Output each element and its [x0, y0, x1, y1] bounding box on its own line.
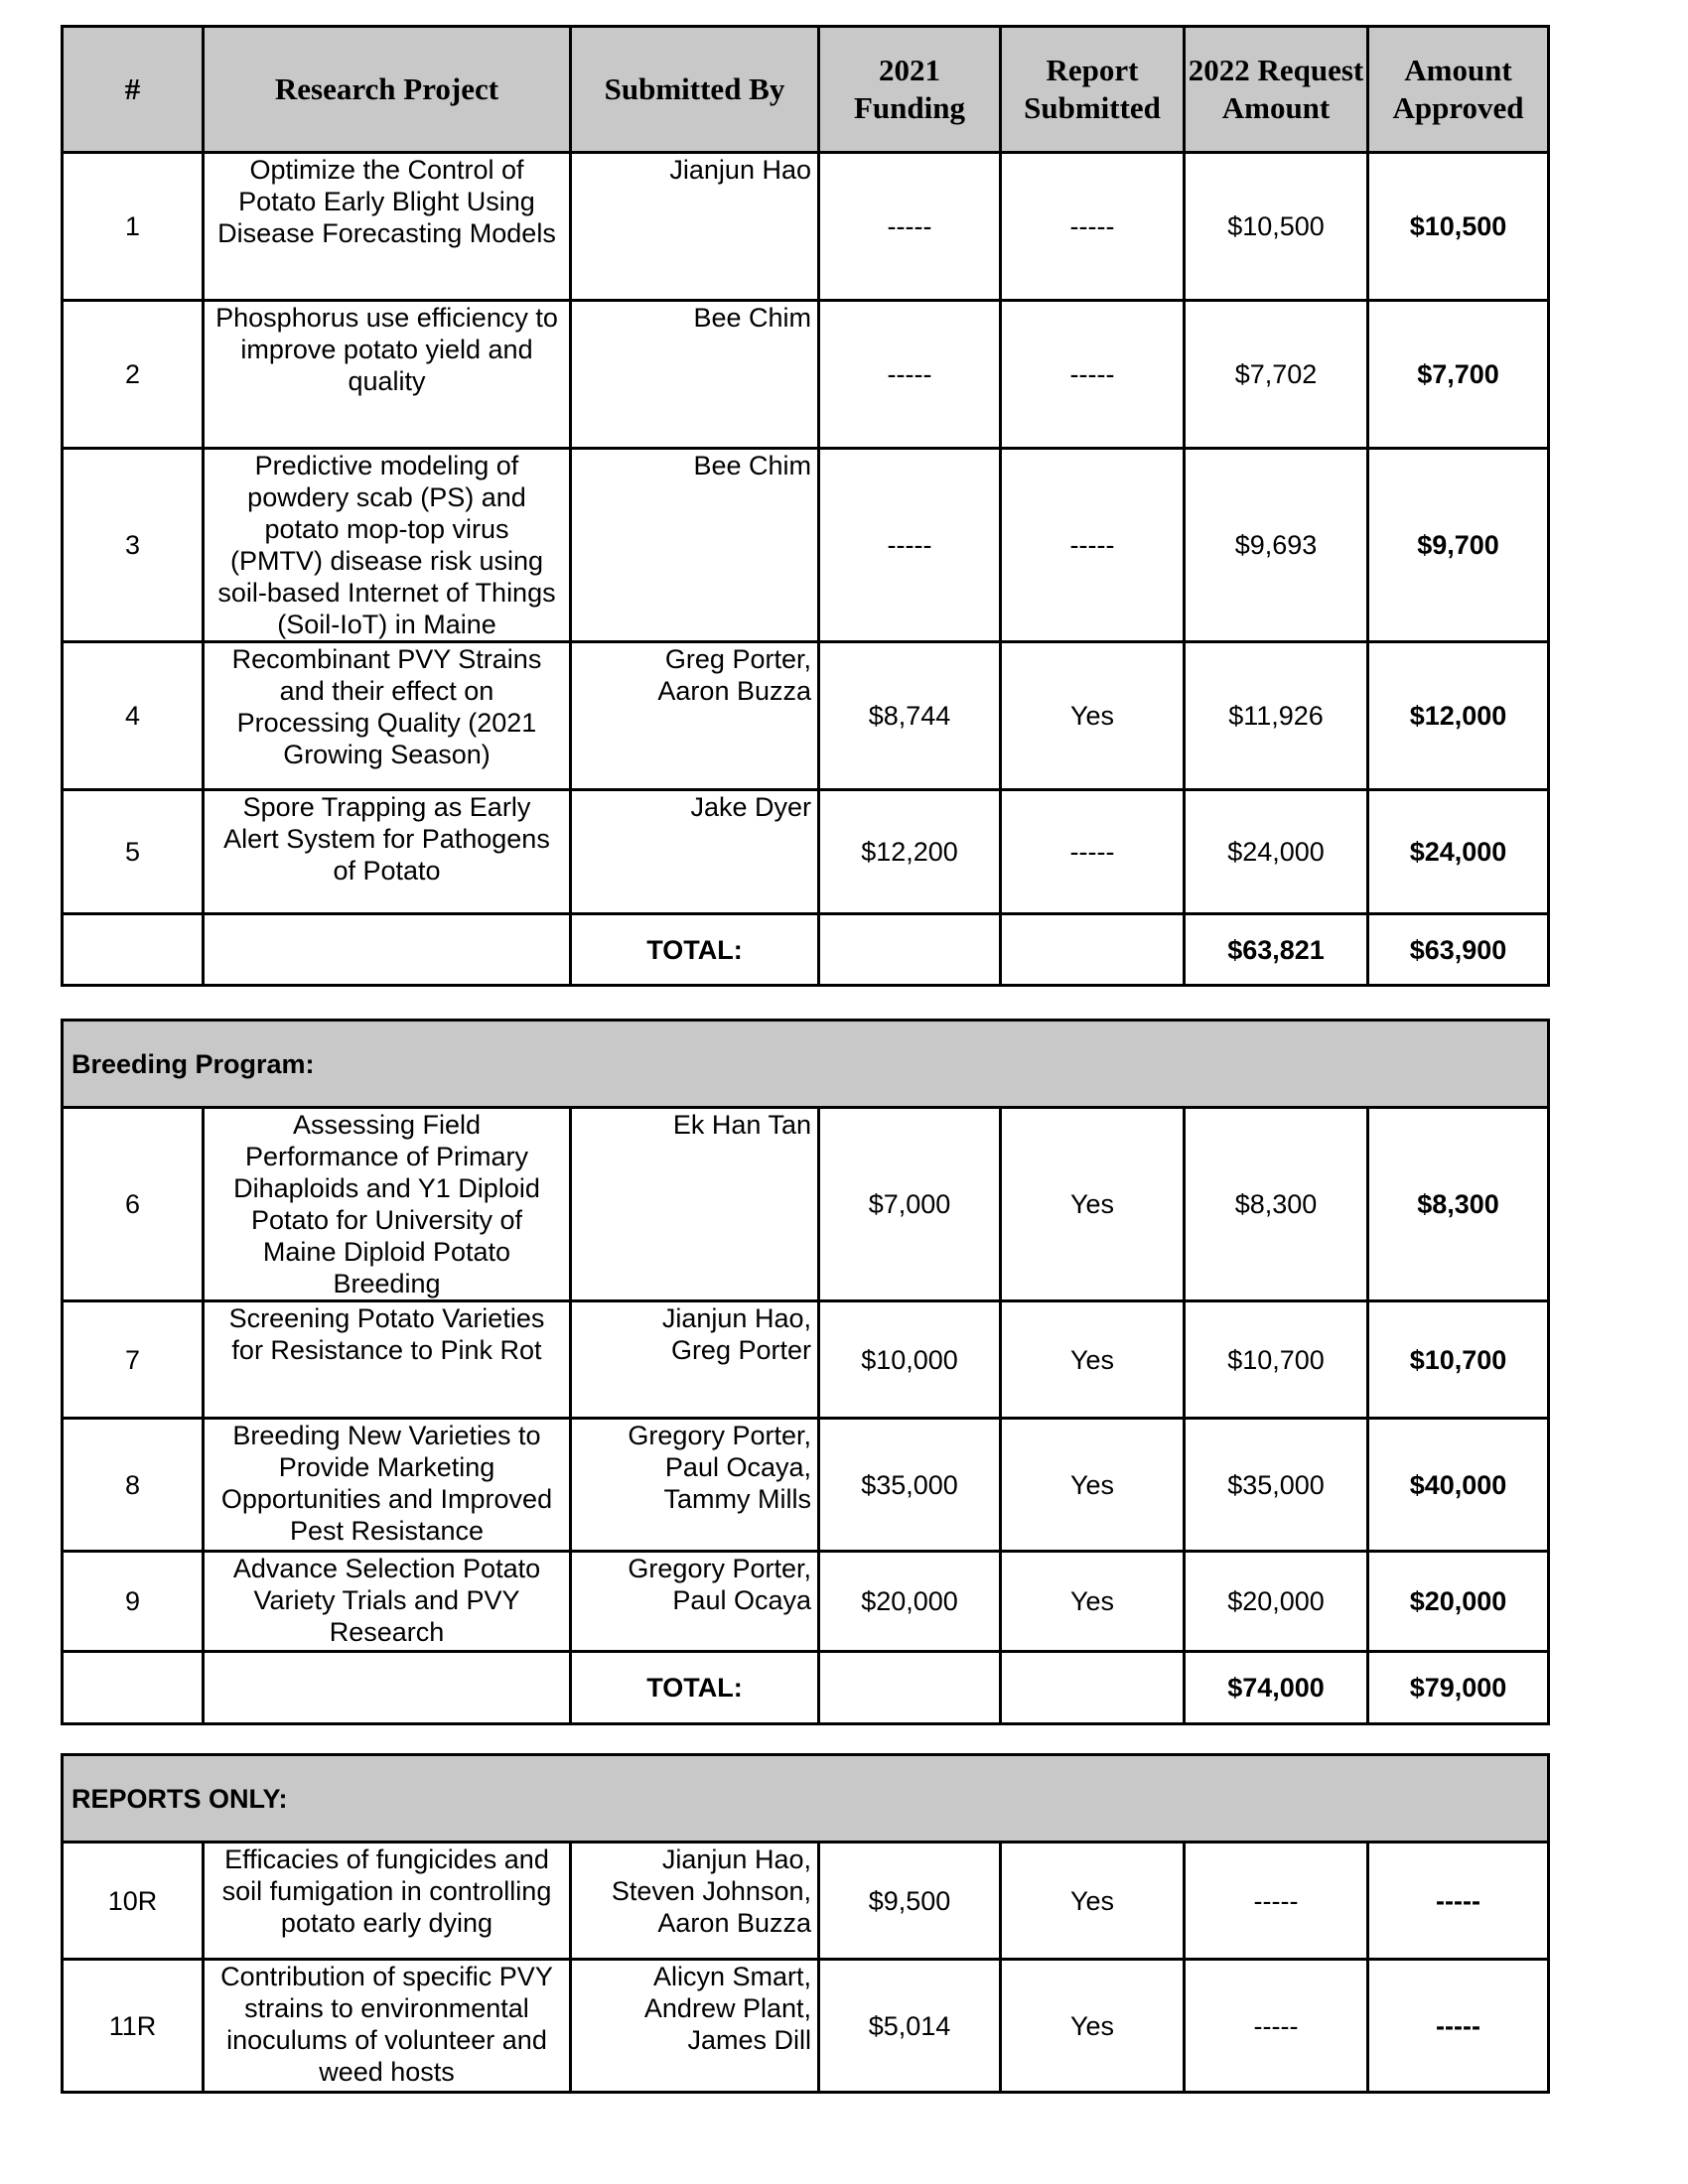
research-project-title: [204, 1108, 571, 1301]
row-number: 4: [63, 642, 204, 790]
project-title-line: powdery scab (PS) and: [247, 482, 526, 512]
project-title-line: Disease Forecasting Models: [217, 218, 556, 248]
submitter-name: Steven Johnson,: [611, 1876, 811, 1906]
submitted-by: [571, 1108, 819, 1301]
funding-2021: $5,014: [819, 1960, 1001, 2093]
funding-2021: $8,744: [819, 642, 1001, 790]
project-title-line: Breeding: [333, 1269, 441, 1298]
submitted-by: [571, 153, 819, 301]
submitter-name: Greg Porter,: [664, 644, 811, 674]
research-project-title: [204, 1960, 571, 2093]
total-amount-approved: $79,000: [1368, 1652, 1549, 1724]
header-research-project: Research Project: [204, 27, 571, 153]
project-title-line: and their effect on: [279, 676, 494, 706]
request-2022-amount: -----: [1185, 1843, 1368, 1960]
project-title-line: Spore Trapping as Early: [242, 792, 531, 822]
project-title-line: Alert System for Pathogens: [223, 824, 550, 854]
row-number: 7: [63, 1301, 204, 1419]
submitter-name: Jianjun Hao,: [661, 1303, 811, 1333]
project-title-line: of Potato: [333, 856, 441, 886]
request-2022-amount: $24,000: [1185, 790, 1368, 914]
report-submitted: -----: [1001, 153, 1185, 301]
row-number: 5: [63, 790, 204, 914]
breeding-section-row: [63, 1021, 1549, 1108]
header-submitted-by: Submitted By: [571, 27, 819, 153]
request-2022-amount: $10,500: [1185, 153, 1368, 301]
research-project-title: [204, 1301, 571, 1419]
row-number: 2: [63, 301, 204, 449]
project-title-line: Potato for University of: [250, 1205, 523, 1235]
project-title-line: Phosphorus use efficiency to: [215, 303, 558, 333]
submitted-by: [571, 1843, 819, 1960]
amount-approved: $9,700: [1368, 449, 1549, 642]
report-submitted: Yes: [1001, 1960, 1185, 2093]
table-row: [63, 790, 1549, 914]
submitted-by: [571, 1419, 819, 1552]
row-number: 8: [63, 1419, 204, 1552]
project-title-line: Processing Quality (2021: [236, 708, 537, 738]
project-title-line: Variety Trials and PVY: [253, 1585, 520, 1615]
report-submitted: Yes: [1001, 1843, 1185, 1960]
funding-2021: -----: [819, 449, 1001, 642]
report-submitted: -----: [1001, 301, 1185, 449]
report-submitted: Yes: [1001, 1552, 1185, 1652]
project-title-line: quality: [348, 366, 426, 396]
reports-rows: [63, 1755, 1549, 2093]
submitted-by: [571, 642, 819, 790]
request-2022-amount: $9,693: [1185, 449, 1368, 642]
row-number: 9: [63, 1552, 204, 1652]
section-title-breeding: Breeding Program:: [63, 1021, 1549, 1108]
submitted-by: [571, 301, 819, 449]
project-title-line: Advance Selection Potato: [232, 1554, 541, 1583]
submitter-name: Jake Dyer: [690, 792, 811, 822]
project-title-line: Potato Early Blight Using: [238, 187, 535, 216]
submitted-by: [571, 1960, 819, 2093]
project-title-line: Growing Season): [283, 740, 491, 769]
project-title-line: strains to environmental: [244, 1993, 529, 2023]
submitter-name: Aaron Buzza: [657, 1908, 811, 1938]
report-submitted: Yes: [1001, 1301, 1185, 1419]
submitter-name: Gregory Porter,: [628, 1554, 811, 1583]
submitter-name: Aaron Buzza: [657, 676, 811, 706]
amount-approved: $8,300: [1368, 1108, 1549, 1301]
research-project-title: [204, 449, 571, 642]
project-title-line: Provide Marketing: [278, 1452, 495, 1482]
funding-2021: $12,200: [819, 790, 1001, 914]
submitter-name: Bee Chim: [693, 303, 811, 333]
project-title-line: weed hosts: [319, 2057, 455, 2087]
project-title-line: Recombinant PVY Strains: [231, 644, 542, 674]
header-row: [63, 27, 1549, 153]
project-title-line: Assessing Field: [292, 1110, 482, 1140]
project-title-line: soil-based Internet of Things: [217, 578, 556, 608]
research-project-title: [204, 1552, 571, 1652]
amount-approved: -----: [1368, 1960, 1549, 2093]
submitter-name: Bee Chim: [693, 451, 811, 480]
table-row: [63, 1108, 1549, 1301]
header-2021-funding: 2021 Funding: [819, 27, 1001, 153]
table-row: [63, 301, 1549, 449]
report-submitted: Yes: [1001, 1419, 1185, 1552]
submitter-name: Paul Ocaya,: [664, 1452, 811, 1482]
table-row: [63, 642, 1549, 790]
reports-only-table: [61, 1753, 1550, 2094]
submitter-name: Jianjun Hao: [669, 155, 811, 185]
request-2022-amount: -----: [1185, 1960, 1368, 2093]
project-title-line: potato early dying: [280, 1908, 493, 1938]
submitter-name: Andrew Plant,: [643, 1993, 811, 2023]
project-title-line: Breeding New Varieties to: [232, 1421, 541, 1450]
submitter-name: Ek Han Tan: [672, 1110, 811, 1140]
project-title-line: improve potato yield and: [240, 335, 533, 364]
total-label: TOTAL:: [571, 1652, 819, 1724]
project-title-line: (PMTV) disease risk using: [229, 546, 544, 576]
amount-approved: $20,000: [1368, 1552, 1549, 1652]
research-project-title: [204, 790, 571, 914]
submitter-name: Tammy Mills: [663, 1484, 811, 1514]
header-2022-request-amount: 2022 Request Amount: [1185, 27, 1368, 153]
funding-2021: $9,500: [819, 1843, 1001, 1960]
total-empty-cell: [1001, 1652, 1185, 1724]
request-2022-amount: $10,700: [1185, 1301, 1368, 1419]
request-2022-amount: $35,000: [1185, 1419, 1368, 1552]
total-empty-cell: [63, 1652, 204, 1724]
amount-approved: $10,700: [1368, 1301, 1549, 1419]
amount-approved: $24,000: [1368, 790, 1549, 914]
row-number: 10R: [63, 1843, 204, 1960]
project-title-line: Predictive modeling of: [254, 451, 519, 480]
project-title-line: Efficacies of fungicides and: [224, 1844, 549, 1874]
breeding-rows: [63, 1021, 1549, 1724]
table-row: [63, 1843, 1549, 1960]
total-empty-cell: [819, 1652, 1001, 1724]
project-title-line: (Soil-IoT) in Maine: [277, 610, 496, 639]
report-submitted: -----: [1001, 790, 1185, 914]
total-request-amount: $74,000: [1185, 1652, 1368, 1724]
funding-2021: -----: [819, 301, 1001, 449]
amount-approved: $7,700: [1368, 301, 1549, 449]
submitter-name: Paul Ocaya: [672, 1585, 811, 1615]
row-number: 1: [63, 153, 204, 301]
total-empty-cell: [1001, 914, 1185, 986]
research-project-title: [204, 642, 571, 790]
breeding-total-row: [63, 1652, 1549, 1724]
row-number: 11R: [63, 1960, 204, 2093]
project-title-line: Performance of Primary: [244, 1142, 529, 1171]
row-number: 6: [63, 1108, 204, 1301]
project-title-line: Opportunities and Improved: [220, 1484, 553, 1514]
funding-2021: $35,000: [819, 1419, 1001, 1552]
funding-2021: $10,000: [819, 1301, 1001, 1419]
table-row: [63, 449, 1549, 642]
amount-approved: $12,000: [1368, 642, 1549, 790]
total-empty-cell: [204, 1652, 571, 1724]
reports-section-row: [63, 1755, 1549, 1843]
submitted-by: [571, 790, 819, 914]
project-title-line: inoculums of volunteer and: [226, 2025, 547, 2055]
total-empty-cell: [63, 914, 204, 986]
submitted-by: [571, 1301, 819, 1419]
total-empty-cell: [204, 914, 571, 986]
header-num: #: [63, 27, 204, 153]
total-label: TOTAL:: [571, 914, 819, 986]
total-request-amount: $63,821: [1185, 914, 1368, 986]
project-title-line: for Resistance to Pink Rot: [231, 1335, 542, 1365]
funding-2021: $20,000: [819, 1552, 1001, 1652]
table-row: [63, 1552, 1549, 1652]
project-title-line: Research: [329, 1617, 445, 1647]
project-title-line: potato mop-top virus: [264, 514, 509, 544]
breeding-program-table: [61, 1019, 1550, 1725]
project-title-line: Screening Potato Varieties: [228, 1303, 545, 1333]
research-projects-table: [61, 25, 1550, 987]
project-title-line: Dihaploids and Y1 Diploid: [233, 1173, 540, 1203]
report-submitted: Yes: [1001, 1108, 1185, 1301]
project-title-line: soil fumigation in controlling: [221, 1876, 552, 1906]
amount-approved: $40,000: [1368, 1419, 1549, 1552]
project-title-line: Maine Diploid Potato: [262, 1237, 511, 1267]
project-title-line: Contribution of specific PVY: [220, 1962, 553, 1991]
header-amount-approved: Amount Approved: [1368, 27, 1549, 153]
section-title-reports-only: REPORTS ONLY:: [63, 1755, 1549, 1843]
funding-2021: $7,000: [819, 1108, 1001, 1301]
submitted-by: [571, 449, 819, 642]
table-row: [63, 1419, 1549, 1552]
research-rows: [63, 153, 1549, 986]
table-row: [63, 1960, 1549, 2093]
request-2022-amount: $11,926: [1185, 642, 1368, 790]
table-row: [63, 1301, 1549, 1419]
request-2022-amount: $20,000: [1185, 1552, 1368, 1652]
funding-2021: -----: [819, 153, 1001, 301]
submitter-name: Gregory Porter,: [628, 1421, 811, 1450]
total-empty-cell: [819, 914, 1001, 986]
submitter-name: Jianjun Hao,: [661, 1844, 811, 1874]
project-title-line: Pest Resistance: [289, 1516, 485, 1546]
submitted-by: [571, 1552, 819, 1652]
submitter-name: Alicyn Smart,: [652, 1962, 811, 1991]
submitter-name: James Dill: [687, 2025, 811, 2055]
row-number: 3: [63, 449, 204, 642]
report-submitted: -----: [1001, 449, 1185, 642]
project-title-line: Optimize the Control of: [249, 155, 524, 185]
research-project-title: [204, 301, 571, 449]
research-project-title: [204, 1843, 571, 1960]
research-project-title: [204, 1419, 571, 1552]
amount-approved: $10,500: [1368, 153, 1549, 301]
header-report-submitted: Report Submitted: [1001, 27, 1185, 153]
research-total-row: [63, 914, 1549, 986]
amount-approved: -----: [1368, 1843, 1549, 1960]
report-submitted: Yes: [1001, 642, 1185, 790]
table-row: [63, 153, 1549, 301]
total-amount-approved: $63,900: [1368, 914, 1549, 986]
research-project-title: [204, 153, 571, 301]
request-2022-amount: $7,702: [1185, 301, 1368, 449]
request-2022-amount: $8,300: [1185, 1108, 1368, 1301]
submitter-name: Greg Porter: [670, 1335, 811, 1365]
